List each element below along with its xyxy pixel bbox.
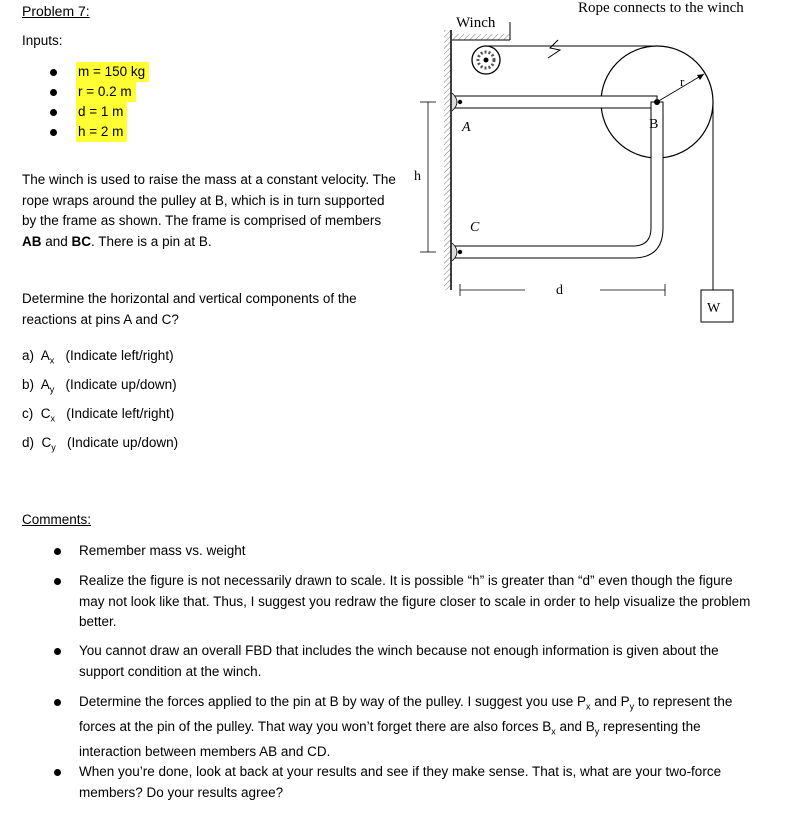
- comment-1: Remember mass vs. weight: [54, 541, 754, 562]
- comment-2: Realize the figure is not necessarily drawn to scale. It is possible “h” is greater than “d” even though the figure may not look like that. Thus, I suggest you redraw the figure closer to scale in order to help visualize the problem better.: [54, 571, 754, 633]
- member-bc: BC: [71, 233, 92, 249]
- input-value: r = 0.2 m: [76, 82, 136, 102]
- comment-5: When you’re done, look at back at your results and see if they make sense. That is, what are your two-force members? Do your results agree?: [54, 762, 754, 803]
- input-value: h = 2 m: [76, 122, 127, 142]
- comment-3: You cannot draw an overall FBD that includes the winch because not enough information is given about the support condition at the winch.: [54, 641, 754, 682]
- winch-support-hatching: [452, 34, 510, 40]
- question-d: d) $C_y$ (Indicate up/down): [22, 435, 179, 453]
- input-value: m = 150 kg: [76, 62, 149, 82]
- rope-note: Rope connects to the winch: [578, 0, 744, 16]
- label-h: h: [414, 169, 421, 184]
- problem-description: The winch is used to raise the mass at a constant velocity. The rope wraps around the pulley at B, which is in turn supported by the frame as shown. The frame is comprised of members AB and BC. There is a pin at B.: [22, 172, 396, 249]
- pin-b: [654, 99, 660, 105]
- wall-hatching: [444, 30, 451, 290]
- member-ab-bar: [455, 96, 657, 108]
- pin-c: [458, 250, 462, 254]
- question-b: b) $A_y$ (Indicate up/down): [22, 377, 177, 395]
- determine-text: Determine the horizontal and vertical components of the reactions at pins A and C?: [22, 291, 357, 327]
- label-b: B: [649, 117, 659, 132]
- comment-4: Determine the forces applied to the pin at B by way of the pulley. I suggest you use $P_x$ and $P_y$ to represent the forces at the pin of the pulley. That way you won’t forget there are also forces $B_x$ and $B_y$ representing the interaction between members AB and CD.: [54, 692, 754, 763]
- label-w: W: [707, 301, 721, 316]
- member-ab: AB: [22, 233, 42, 249]
- winch-label: Winch: [456, 15, 496, 31]
- inputs-label: Inputs:: [22, 33, 63, 48]
- pin-a: [458, 100, 462, 104]
- rope-break-symbol: [548, 40, 560, 58]
- input-value: d = 1 m: [76, 102, 127, 122]
- winch-axle: [484, 58, 489, 63]
- problem-title: Problem 7:: [22, 3, 90, 19]
- question-c: c) $C_x$ (Indicate left/right): [22, 406, 175, 424]
- comments-label: Comments:: [22, 512, 92, 527]
- label-a: A: [462, 120, 471, 135]
- label-d: d: [556, 283, 563, 298]
- label-r: r: [680, 74, 685, 89]
- question-a: a) $A_x$ (Indicate left/right): [22, 348, 174, 366]
- label-c: C: [470, 220, 480, 235]
